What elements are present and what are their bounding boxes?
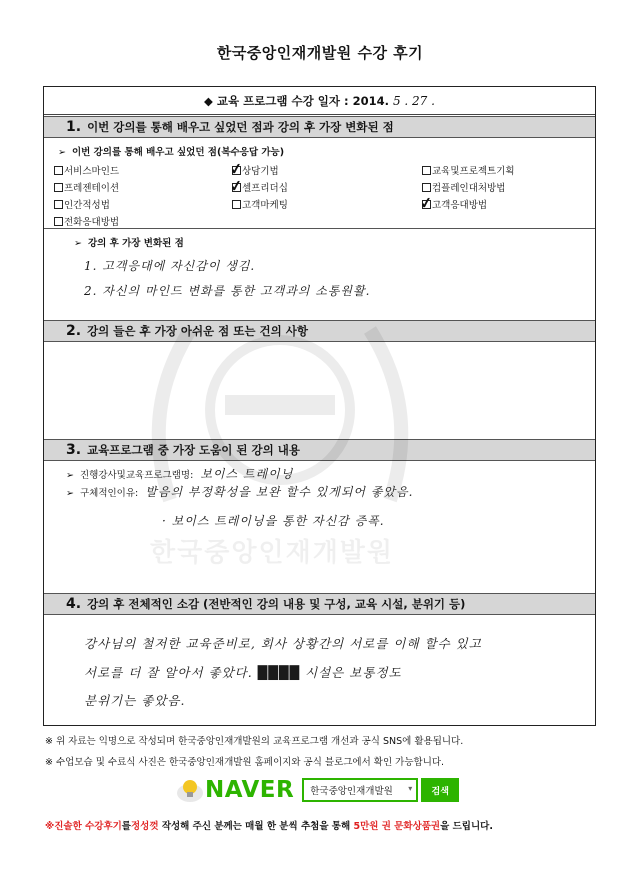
- option-aptitude[interactable]: [54, 197, 110, 211]
- naver-lightbulb-icon: [175, 776, 205, 804]
- checkbox-icon[interactable]: [228, 159, 244, 179]
- note-mark: ※: [45, 821, 55, 832]
- option-complaint[interactable]: [422, 180, 505, 194]
- section3-heading: 교육프로그램 중 가장 도움이 된 강의 내용: [87, 443, 300, 457]
- impression-line-1[interactable]: 강사님의 철저한 교육준비로, 회사 상황간의 서로를 이해 할수 있고: [84, 636, 482, 651]
- impression-line-3[interactable]: 분위기는 좋았음.: [84, 693, 186, 708]
- checkbox-icon[interactable]: [422, 183, 431, 192]
- section3-header: [44, 439, 595, 461]
- dropdown-arrow-icon[interactable]: ▾: [408, 784, 413, 793]
- watermark-text: 한국중앙인재개발원: [150, 538, 395, 568]
- option-customer-response[interactable]: [418, 193, 488, 213]
- note-2: ※ 수업모습 및 수료식 사진은 한국중앙인재개발원 홈페이지와 공식 블로그에서 확인 가능합니다.: [45, 757, 445, 768]
- checkmark-icon: ✓: [418, 193, 434, 213]
- option-label: 고객응대방법: [432, 200, 488, 211]
- option-label: 컴플레인대처방법: [432, 183, 506, 194]
- section1-number: 1.: [66, 119, 82, 135]
- page-title: 한국중앙인재개발원 수강 후기: [216, 44, 424, 62]
- checkbox-icon[interactable]: [54, 217, 63, 226]
- section1-heading: 이번 강의를 통해 배우고 싶었던 점과 강의 후 가장 변화된 점: [87, 120, 394, 134]
- option-customer-marketing[interactable]: [232, 197, 288, 211]
- impression-line-2[interactable]: 서로를 더 잘 알아서 좋았다. ████ 시설은 보통정도: [84, 665, 402, 680]
- section1-sub1-label: 이번 강의를 통해 배우고 싶었던 점(복수응답 가능): [71, 147, 285, 158]
- arrow-icon: ➢: [66, 488, 74, 499]
- naver-search-input[interactable]: [302, 778, 418, 802]
- date-handwritten[interactable]: 5 . 27 .: [392, 93, 435, 108]
- option-self-leadership[interactable]: [228, 176, 288, 196]
- note-1: ※ 위 자료는 익명으로 작성되며 한국중앙인재개발원의 교육프로그램 개선과 공식 SNS에 활용됩니다.: [45, 736, 464, 747]
- option-presentation[interactable]: [54, 180, 119, 194]
- option-counseling[interactable]: [228, 159, 279, 179]
- checkmark-icon: ✓: [228, 159, 244, 179]
- checkbox-icon[interactable]: [228, 176, 244, 196]
- checkbox-icon[interactable]: [54, 200, 63, 209]
- option-service-mind[interactable]: [54, 163, 119, 177]
- section2-heading: 강의 들은 후 가장 아쉬운 점 또는 건의 사항: [87, 324, 308, 338]
- checkbox-icon[interactable]: [422, 166, 431, 175]
- note-highlight-prize: 5만원 권 문화상품권: [353, 821, 441, 832]
- review-form: [43, 86, 596, 726]
- section3-number: 3.: [66, 442, 82, 458]
- program-row: [66, 465, 293, 482]
- arrow-icon: ➢: [66, 470, 74, 481]
- arrow-icon: ➢: [74, 238, 82, 249]
- section4-header: [44, 593, 595, 615]
- section4-heading: 강의 후 전체적인 소감 (전반적인 강의 내용 및 구성, 교육 시설, 분위기 등): [87, 597, 466, 611]
- reason-label: 구체적인이유:: [79, 488, 139, 499]
- change-answer-1[interactable]: 1. 고객응대에 자신감이 생김.: [84, 259, 256, 273]
- checkmark-icon: ✓: [228, 176, 244, 196]
- change-answer-2[interactable]: 2. 자신의 마인드 변화를 통한 고객과의 소통원활.: [84, 284, 371, 298]
- naver-logo[interactable]: NAVER: [205, 777, 295, 803]
- option-label: 프레젠테이션: [64, 183, 120, 194]
- bottom-note: [45, 818, 493, 832]
- note-highlight-effort: 정성껏: [130, 821, 159, 832]
- divider: [44, 228, 595, 229]
- option-label: 교육및프로젝트기획: [432, 166, 515, 177]
- option-label: 서비스마인드: [64, 166, 120, 177]
- program-value[interactable]: 보이스 트레이닝: [200, 467, 294, 481]
- option-label: 전화응대방법: [64, 217, 120, 228]
- option-phone-response[interactable]: [54, 214, 119, 228]
- note-highlight-review: 진솔한 수강후기: [54, 821, 122, 832]
- naver-search-bar: [175, 775, 459, 805]
- section2-number: 2.: [66, 323, 82, 339]
- section1-header: [44, 116, 595, 138]
- checkbox-icon[interactable]: [54, 183, 63, 192]
- option-label: 고객마케팅: [242, 200, 288, 211]
- reason-1[interactable]: 발음의 부정확성을 보완 할수 있게되어 좋았음.: [145, 485, 414, 499]
- reason-row: [66, 483, 413, 500]
- date-label: ◆ 교육 프로그램 수강 일자 : 2014.: [204, 93, 389, 108]
- option-label: 상담기법: [242, 166, 279, 177]
- reason-2[interactable]: · 보이스 트레이닝을 통한 자신감 증폭.: [162, 514, 385, 528]
- section2-header: [44, 320, 595, 342]
- section1-sub2: [74, 235, 184, 249]
- naver-search-button[interactable]: 검색: [421, 778, 459, 802]
- checkbox-icon[interactable]: [232, 200, 241, 209]
- section1-sub1: [58, 144, 284, 158]
- note-text: 작성해 주신 분께는 매월 한 분씩 추첨을 통해: [158, 821, 354, 832]
- note-text: 를: [121, 821, 131, 832]
- option-label: 셀프리더십: [242, 183, 288, 194]
- checkbox-icon[interactable]: [418, 193, 434, 213]
- option-label: 인간적성법: [64, 200, 110, 211]
- arrow-icon: ➢: [58, 147, 66, 158]
- date-row: [44, 87, 595, 115]
- search-input-value: 한국중앙인재개발원: [310, 786, 393, 797]
- program-label: 진행강사및교육프로그램명:: [79, 470, 194, 481]
- section1-sub2-label: 강의 후 가장 변화된 점: [87, 238, 184, 249]
- section4-number: 4.: [66, 596, 82, 612]
- option-education-planning[interactable]: [422, 163, 515, 177]
- checkbox-icon[interactable]: [54, 166, 63, 175]
- note-text: 을 드립니다.: [440, 821, 493, 832]
